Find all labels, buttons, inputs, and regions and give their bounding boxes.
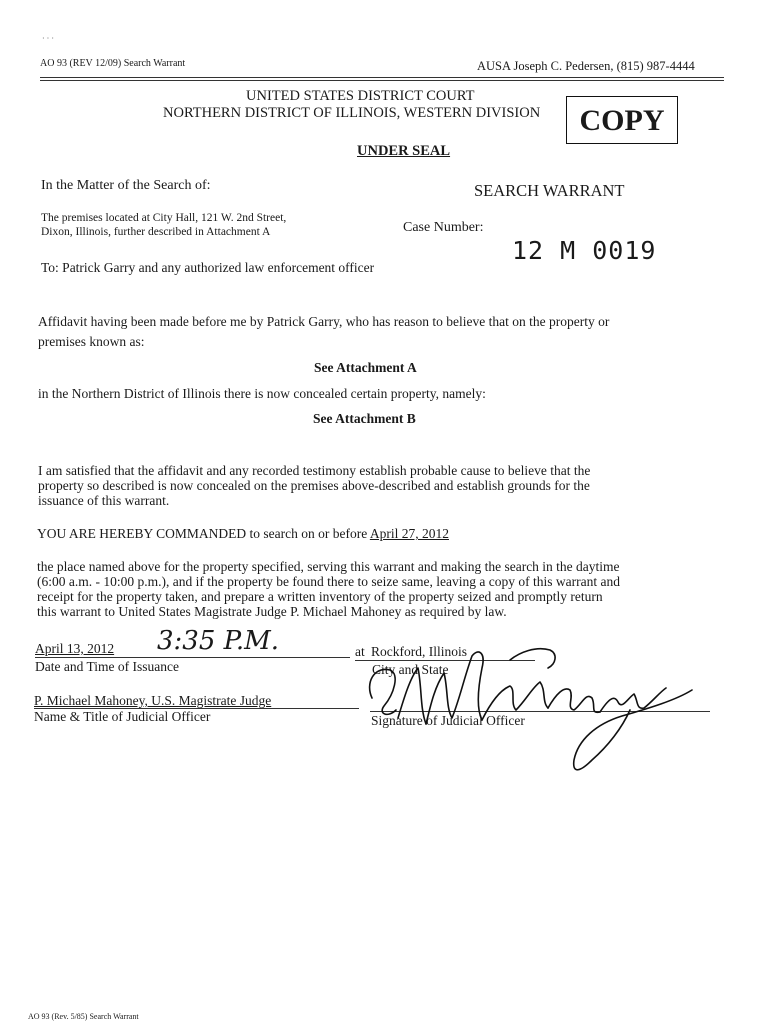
district-line: in the Northern District of Illinois there is now concealed certain property, namely:	[38, 386, 486, 401]
affidavit-line-1: Affidavit having been made before me by Patrick Garry, who has reason to believe that on the property or	[38, 314, 610, 329]
city-state-label: City and State	[372, 662, 449, 677]
court-name: UNITED STATES DISTRICT COURT	[246, 88, 475, 104]
place-line-2: (6:00 a.m. - 10:00 p.m.), and if the property be found there to seize same, leaving a copy of this warrant and	[37, 574, 620, 589]
signature-label: Signature of Judicial Officer	[371, 713, 525, 728]
place-line-1: the place named above for the property specified, serving this warrant and making the search in the daytime	[37, 559, 620, 574]
commanded-date: April 27, 2012	[369, 526, 449, 541]
place-line-3: receipt for the property taken, and prepare a written inventory of the property seized and promptly return	[37, 589, 603, 604]
affidavit-line-2: premises known as:	[38, 334, 145, 349]
under-seal: UNDER SEAL	[357, 143, 451, 159]
addressee-line: To: Patrick Garry and any authorized law enforcement officer	[41, 260, 375, 275]
issue-date: April 13, 2012	[35, 641, 115, 656]
attachment-b-ref: See Attachment B	[313, 411, 416, 426]
date-time-label: Date and Time of Issuance	[35, 659, 179, 674]
ausa-contact: AUSA Joseph C. Pedersen, (815) 987-4444	[477, 59, 695, 73]
premises-line-2: Dixon, Illinois, further described in Attachment A	[41, 226, 271, 238]
satisfied-line-2: property so described is now concealed on the premises above-described and establish grounds for the	[38, 478, 590, 493]
name-title-label: Name & Title of Judicial Officer	[34, 709, 211, 724]
commanded-text: YOU ARE HEREBY COMMANDED to search on or before	[37, 526, 370, 541]
commanded-line	[37, 526, 449, 542]
issue-place: Rockford, Illinois	[371, 644, 467, 659]
premises-line-1: The premises located at City Hall, 121 W. 2nd Street,	[41, 212, 287, 224]
judge-signature	[360, 628, 700, 778]
form-id: AO 93 (REV 12/09) Search Warrant	[40, 58, 186, 69]
at-label: at	[355, 644, 365, 659]
header-rule	[40, 77, 724, 78]
place-line-4: this warrant to United States Magistrate Judge P. Michael Mahoney as required by law.	[37, 604, 507, 619]
date-rule	[35, 657, 350, 658]
attachment-a-ref: See Attachment A	[314, 360, 417, 375]
satisfied-line-1: I am satisfied that the affidavit and any recorded testimony establish probable cause to believe that the	[38, 463, 591, 478]
header-rule-2	[40, 80, 724, 81]
case-number: 12 M 0019	[512, 236, 657, 265]
scan-marks: · · ·	[42, 34, 54, 43]
copy-stamp: COPY	[566, 96, 678, 144]
footer-form-id: AO 93 (Rev. 5/85) Search Warrant	[28, 1012, 139, 1021]
document-title: SEARCH WARRANT	[474, 181, 625, 200]
judge-name: P. Michael Mahoney, U.S. Magistrate Judge	[34, 693, 272, 708]
case-number-label: Case Number:	[403, 220, 484, 235]
satisfied-line-3: issuance of this warrant.	[38, 493, 170, 508]
court-district: NORTHERN DISTRICT OF ILLINOIS, WESTERN DIVISION	[163, 105, 541, 121]
matter-label: In the Matter of the Search of:	[41, 178, 211, 193]
issue-time-handwritten: 3:35 P.M.	[157, 626, 280, 656]
